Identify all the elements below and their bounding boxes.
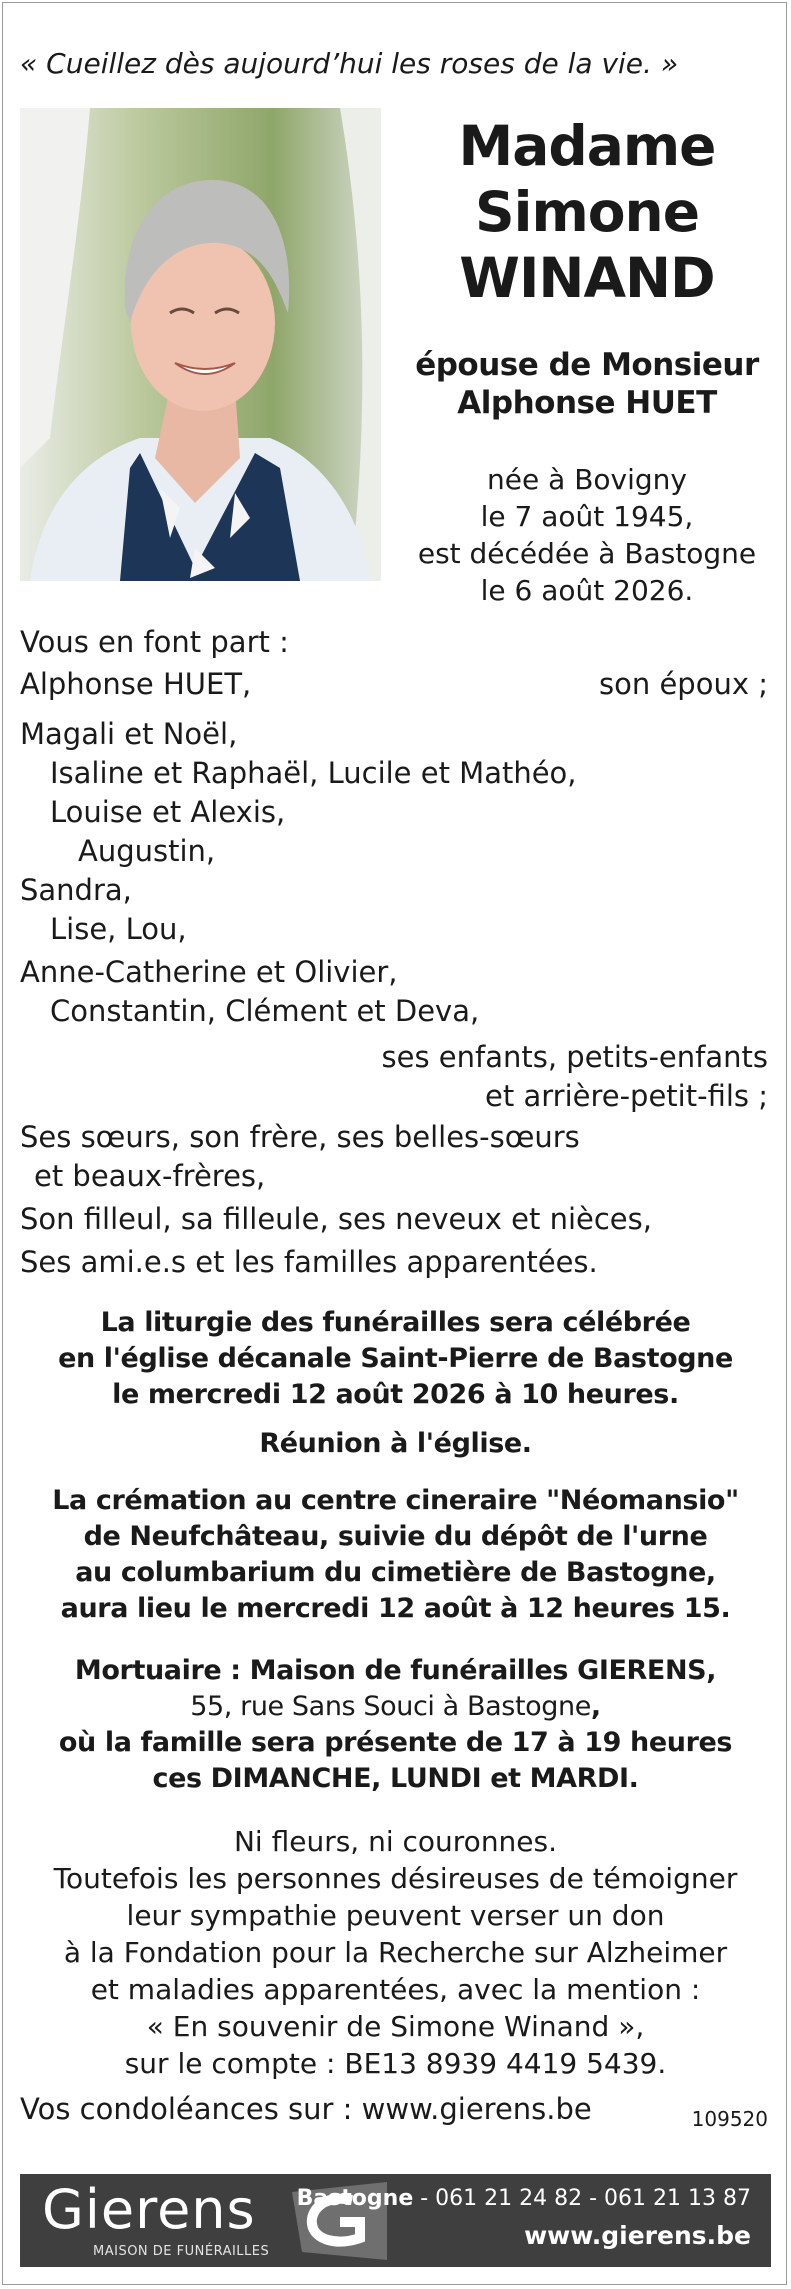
cremation-info: [3, 1483, 787, 1627]
donation-line-3: leur sympathie peuvent verser un don: [126, 1899, 665, 1932]
death-place: est décédée à Bastogne: [417, 537, 757, 570]
child-2: Sandra,: [20, 873, 132, 907]
husband-role: son époux ;: [599, 667, 768, 701]
cremation-line-1: La crémation au centre cineraire "Néomansio": [52, 1485, 739, 1516]
death-date: le 6 août 2026.: [480, 574, 694, 607]
brand-tagline: MAISON DE FUNÉRAILLES: [93, 2244, 270, 2259]
portrait-photo: [20, 108, 381, 581]
godchildren-line: Son filleul, sa filleule, ses neveux et nièces,: [20, 1202, 652, 1236]
deceased-name: [398, 113, 776, 311]
grandchildren-2: Lise, Lou,: [50, 912, 187, 946]
grandchildren-3: Constantin, Clément et Deva,: [50, 994, 480, 1028]
donation-line-4: à la Fondation pour la Recherche sur Alzheimer: [63, 1936, 728, 1969]
mortuary-line-1: Mortuaire : Maison de funérailles GIERENS,: [74, 1655, 717, 1686]
mortuary-address-comma: ,: [590, 1691, 601, 1722]
brand-logo-text: Gierens: [42, 2178, 256, 2241]
donation-line-2: Toutefois les personnes désireuses de témoigner: [53, 1862, 738, 1895]
friends-line: Ses ami.e.s et les familles apparentées.: [20, 1245, 598, 1279]
mortuary-line-4: ces DIMANCHE, LUNDI et MARDI.: [152, 1763, 639, 1794]
funeral-liturgy: [3, 1305, 787, 1413]
epigraph-quote: « Cueillez dès aujourd’hui les roses de la vie. »: [20, 47, 679, 80]
child-3: Anne-Catherine et Olivier,: [20, 955, 398, 989]
grandchildren-1b: Louise et Alexis,: [50, 795, 286, 829]
donation-line-1: Ni fleurs, ni couronnes.: [233, 1825, 558, 1858]
donation-info: [3, 1823, 787, 2082]
obituary-notice: [2, 2, 787, 2285]
cremation-line-4: aura lieu le mercredi 12 août à 12 heures 15.: [60, 1593, 731, 1624]
donation-line-6: « En souvenir de Simone Winand »,: [146, 2010, 645, 2043]
name-first: Simone: [474, 180, 700, 244]
mortuary-line-3: où la famille sera présente de 17 à 19 heures: [58, 1727, 733, 1758]
birth-death-info: [398, 461, 776, 609]
birth-place: née à Bovigny: [487, 463, 687, 496]
condolences-line: Vos condoléances sur : www.gierens.be: [20, 2092, 592, 2126]
website-link[interactable]: www.gierens.be: [524, 2221, 751, 2250]
mortuary-address: 55, rue Sans Souci à Bastogne: [190, 1691, 591, 1722]
family-intro: Vous en font part :: [20, 625, 289, 659]
mortuary-line-2: [3, 1689, 787, 1725]
meeting-note: Réunion à l'église.: [259, 1428, 532, 1459]
mortuary-info: [3, 1653, 787, 1797]
donation-line-5: et maladies apparentées, avec la mention :: [90, 1973, 701, 2006]
donation-line-7: sur le compte : BE13 8939 4419 5439.: [124, 2047, 667, 2080]
liturgy-line-2: en l'église décanale Saint-Pierre de Bastogne: [58, 1343, 733, 1374]
contact-info: [297, 2186, 751, 2250]
grandchildren-1a: Isaline et Raphaël, Lucile et Mathéo,: [50, 756, 577, 790]
name-title: Madame: [458, 114, 716, 178]
child-1: Magali et Noël,: [20, 717, 238, 751]
children-role-1: ses enfants, petits-enfants: [381, 1040, 768, 1074]
spouse-line-1: épouse de Monsieur: [415, 347, 759, 383]
great-grandchild: Augustin,: [78, 834, 216, 868]
children-role-2: et arrière-petit-fils ;: [485, 1079, 768, 1113]
liturgy-line-3: le mercredi 12 août 2026 à 10 heures.: [112, 1379, 679, 1410]
branch-city: Bastogne: [296, 2186, 414, 2211]
cremation-line-3: au columbarium du cimetière de Bastogne,: [75, 1557, 716, 1588]
cremation-line-2: de Neufchâteau, suivie du dépôt de l'urne: [83, 1521, 708, 1552]
birth-date: le 7 août 1945,: [480, 500, 694, 533]
reference-number: 109520: [691, 2107, 768, 2131]
liturgy-line-1: La liturgie des funérailles sera célébrée: [100, 1307, 691, 1338]
funeral-home-banner: [20, 2174, 771, 2267]
spouse-line-2: Alphonse HUET: [457, 385, 717, 421]
name-last: WINAND: [459, 246, 715, 310]
siblings-line-1: Ses sœurs, son frère, ses belles-sœurs: [20, 1120, 580, 1154]
siblings-line-2: et beaux-frères,: [34, 1159, 266, 1193]
spouse-mention: [398, 346, 776, 422]
phone-numbers: - 061 21 24 82 - 061 21 13 87: [413, 2186, 751, 2211]
husband-name: Alphonse HUET,: [20, 667, 252, 701]
